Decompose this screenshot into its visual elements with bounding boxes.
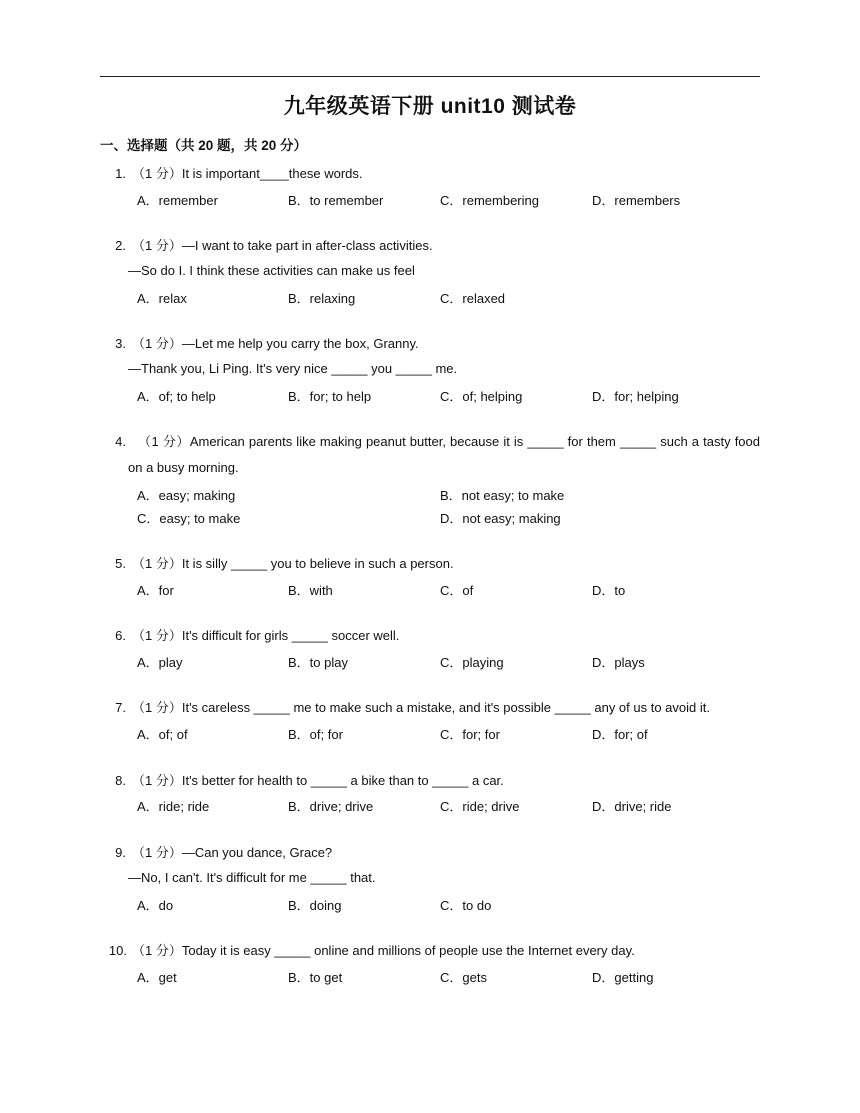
option-text: do [158, 898, 174, 913]
option-letter: C． [440, 655, 463, 670]
score-label: （1 分） [132, 166, 182, 181]
option-text: of; for [309, 727, 343, 742]
option-text: gets [462, 970, 487, 985]
answer-option[interactable] [288, 895, 341, 914]
option-text: plays [614, 655, 645, 670]
answer-option[interactable] [592, 580, 625, 599]
answer-option[interactable] [440, 508, 561, 527]
option-text: remembers [614, 193, 681, 208]
answer-option[interactable] [137, 508, 240, 527]
answer-option[interactable] [440, 652, 504, 671]
option-letter: C． [440, 970, 463, 985]
question-stem [132, 555, 454, 573]
stem-text: It's better for health to _____ a bike than to _____ a car. [181, 773, 504, 788]
question-number: 4. [115, 434, 126, 449]
question-stem [132, 627, 399, 645]
answer-option[interactable] [440, 580, 473, 599]
option-letter: B． [288, 970, 310, 985]
answer-option[interactable] [440, 386, 522, 405]
question-number: 8. [115, 773, 126, 788]
option-text: get [158, 970, 177, 985]
answer-option[interactable] [137, 967, 177, 986]
option-letter: B． [288, 727, 310, 742]
option-text: for; helping [614, 389, 679, 404]
option-text: relaxed [462, 291, 506, 306]
option-letter: D． [592, 583, 615, 598]
option-text: of; helping [462, 389, 523, 404]
question-number: 9. [115, 845, 126, 860]
option-text: for; to help [309, 389, 372, 404]
option-letter: D． [592, 799, 615, 814]
option-text: for; of [614, 727, 648, 742]
question-continuation: —So do I. I think these activities can make us feel [128, 263, 415, 278]
option-letter: A． [137, 655, 159, 670]
answer-option[interactable] [288, 386, 371, 405]
question-number: 5. [115, 556, 126, 571]
option-text: to remember [309, 193, 384, 208]
option-text: of [462, 583, 474, 598]
question-stem [132, 699, 710, 717]
stem-text: —I want to take part in after-class activities. [181, 238, 433, 253]
option-text: not easy; to make [461, 488, 565, 503]
option-text: of; of [158, 727, 188, 742]
score-label: （1 分） [138, 434, 190, 449]
option-letter: B． [440, 488, 462, 503]
option-letter: A． [137, 970, 159, 985]
question-number: 2. [115, 238, 126, 253]
score-label: （1 分） [132, 845, 182, 860]
answer-option[interactable] [440, 796, 519, 815]
score-label: （1 分） [132, 238, 182, 253]
option-letter: B． [288, 799, 310, 814]
question-number: 3. [115, 336, 126, 351]
option-letter: C． [440, 799, 463, 814]
option-text: for; for [462, 727, 500, 742]
section-heading: 一、选择题（共 20 题，共 20 分） [100, 138, 308, 153]
option-letter: A． [137, 898, 159, 913]
option-letter: C． [440, 291, 463, 306]
answer-option[interactable] [288, 796, 373, 815]
answer-option[interactable] [592, 190, 680, 209]
stem-text: It is important____these words. [181, 166, 363, 181]
option-letter: C． [440, 583, 463, 598]
option-text: to play [309, 655, 348, 670]
answer-option[interactable] [288, 288, 355, 307]
answer-option[interactable] [440, 967, 487, 986]
option-text: playing [462, 655, 504, 670]
option-text: not easy; making [462, 511, 561, 526]
option-text: remembering [462, 193, 539, 208]
option-text: getting [614, 970, 654, 985]
option-letter: B． [288, 193, 310, 208]
question-stem [132, 942, 635, 960]
answer-option[interactable] [137, 386, 216, 405]
stem-text: —Let me help you carry the box, Granny. [181, 336, 419, 351]
option-text: ride; drive [462, 799, 520, 814]
option-letter: C． [440, 898, 463, 913]
score-label: （1 分） [132, 700, 182, 715]
option-letter: C． [137, 511, 160, 526]
option-letter: D． [592, 655, 615, 670]
option-letter: A． [137, 389, 159, 404]
option-text: of; to help [158, 389, 216, 404]
question-stem [132, 772, 504, 790]
answer-option[interactable] [440, 190, 539, 209]
question-continuation: —Thank you, Li Ping. It's very nice _____ you _____ me. [128, 361, 458, 376]
answer-option[interactable] [288, 967, 342, 986]
stem-text: It is silly _____ you to believe in such a person. [181, 556, 454, 571]
answer-option[interactable] [137, 288, 187, 307]
option-letter: A． [137, 727, 159, 742]
answer-option[interactable] [592, 652, 645, 671]
option-text: remember [158, 193, 218, 208]
option-letter: D． [592, 389, 615, 404]
option-letter: A． [137, 291, 159, 306]
answer-option[interactable] [137, 485, 235, 504]
answer-option[interactable] [137, 895, 173, 914]
option-letter: B． [288, 898, 310, 913]
question-stem [132, 335, 419, 353]
answer-option[interactable] [440, 895, 491, 914]
answer-option[interactable] [592, 967, 653, 986]
option-text: to [614, 583, 626, 598]
option-letter: A． [137, 799, 159, 814]
score-label: （1 分） [132, 336, 182, 351]
answer-option[interactable] [137, 796, 209, 815]
stem-text: American parents like making peanut butter, because it is _____ for them _____ such a tasty food on a busy morning. [128, 434, 760, 475]
answer-option[interactable] [592, 386, 679, 405]
answer-option[interactable] [137, 190, 218, 209]
stem-text: Today it is easy _____ online and millions of people use the Internet every day. [181, 943, 635, 958]
question-stem [132, 844, 332, 862]
page-title: 九年级英语下册 unit10 测试卷 [283, 95, 577, 118]
option-letter: B． [288, 583, 310, 598]
option-text: doing [309, 898, 342, 913]
score-label: （1 分） [132, 556, 182, 571]
option-letter: D． [592, 970, 615, 985]
answer-option[interactable] [137, 652, 183, 671]
option-text: for [158, 583, 174, 598]
score-label: （1 分） [132, 773, 182, 788]
question-number: 6. [115, 628, 126, 643]
question-stem [132, 165, 363, 183]
question-stem [132, 237, 433, 255]
score-label: （1 分） [132, 943, 182, 958]
stem-text: It's difficult for girls _____ soccer well. [181, 628, 400, 643]
question-stem [128, 429, 760, 481]
option-text: easy; making [158, 488, 236, 503]
option-letter: C． [440, 389, 463, 404]
answer-option[interactable] [592, 724, 648, 743]
stem-text: It's careless _____ me to make such a mistake, and it's possible _____ any of us to avoid it. [181, 700, 710, 715]
answer-option[interactable] [440, 724, 500, 743]
answer-option[interactable] [288, 580, 333, 599]
question-number: 10. [108, 943, 127, 958]
option-letter: B． [288, 291, 310, 306]
option-text: easy; to make [159, 511, 241, 526]
answer-option[interactable] [137, 724, 188, 743]
answer-option[interactable] [592, 796, 671, 815]
answer-option[interactable] [288, 652, 348, 671]
option-text: drive; drive [309, 799, 374, 814]
option-text: to get [309, 970, 343, 985]
score-label: （1 分） [132, 628, 182, 643]
answer-option[interactable] [288, 724, 343, 743]
option-letter: A． [137, 583, 159, 598]
question-continuation: —No, I can't. It's difficult for me _____ that. [128, 870, 376, 885]
answer-option[interactable] [288, 190, 383, 209]
answer-option[interactable] [137, 580, 174, 599]
option-text: relaxing [309, 291, 356, 306]
option-letter: D． [592, 727, 615, 742]
header-rule [100, 76, 760, 77]
option-letter: B． [288, 655, 310, 670]
stem-text: —Can you dance, Grace? [181, 845, 333, 860]
option-text: drive; ride [614, 799, 672, 814]
option-letter: C． [440, 727, 463, 742]
option-letter: A． [137, 488, 159, 503]
option-letter: C． [440, 193, 463, 208]
option-text: ride; ride [158, 799, 210, 814]
option-text: play [158, 655, 183, 670]
question-number: 1. [115, 166, 126, 181]
option-letter: B． [288, 389, 310, 404]
option-letter: A． [137, 193, 159, 208]
option-text: relax [158, 291, 187, 306]
answer-option[interactable] [440, 485, 564, 504]
answer-option[interactable] [440, 288, 505, 307]
option-text: to do [462, 898, 492, 913]
option-text: with [309, 583, 333, 598]
option-letter: D． [592, 193, 615, 208]
option-letter: D． [440, 511, 463, 526]
question-number: 7. [115, 700, 126, 715]
